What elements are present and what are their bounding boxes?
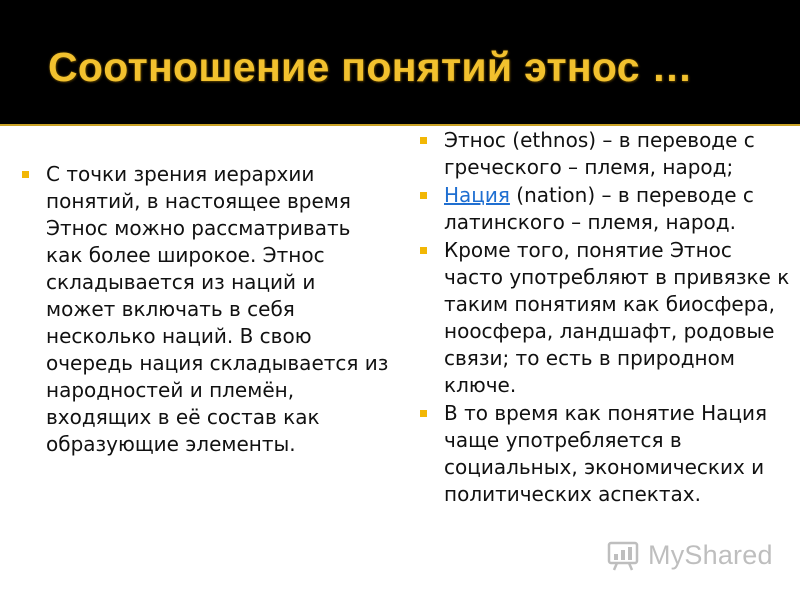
right-bullet-text: Этнос (ethnos) – в переводе с греческого – племя, народ; [444, 128, 755, 179]
slide-title: Соотношение понятий этнос … [48, 44, 693, 90]
square-bullet-icon [420, 192, 427, 199]
watermark-text: MyShared [648, 539, 773, 570]
square-bullet-icon [420, 247, 427, 254]
square-bullet-icon [420, 137, 427, 144]
right-bullet-item [418, 237, 796, 399]
right-bullet-item [418, 400, 796, 508]
watermark [606, 535, 773, 575]
bar-chart-logo-icon [606, 537, 642, 573]
square-bullet-icon [420, 410, 427, 417]
title-bar [0, 0, 800, 126]
square-bullet-icon [22, 171, 29, 178]
right-bullet-text: В то время как понятие Нация чаще употребляется в социальных, экономических и политических аспектах. [444, 401, 768, 506]
left-bullet-text: С точки зрения иерархии понятий, в настоящее время Этнос можно рассматривать как более широкое. Этнос складывается из наций и может включать в себя несколько наций. В свою очередь нация складывается из народностей и племён, входящих в её состав как образующие элементы. [46, 162, 389, 456]
right-bullet-item [418, 127, 796, 181]
right-bullet-text: (nation) – в переводе с латинского – племя, народ. [444, 183, 754, 234]
natsiya-link[interactable]: Нация [444, 183, 510, 207]
right-column [418, 127, 796, 509]
right-bullet-item [418, 182, 796, 236]
left-column [20, 161, 390, 459]
right-bullet-text: Кроме того, понятие Этнос часто употребляют в привязке к таким понятиям как биосфера, ноосфера, ландшафт, родовые связи; то есть в природном ключе. [444, 238, 790, 397]
title-divider [0, 124, 800, 126]
left-bullet-item [20, 161, 390, 458]
